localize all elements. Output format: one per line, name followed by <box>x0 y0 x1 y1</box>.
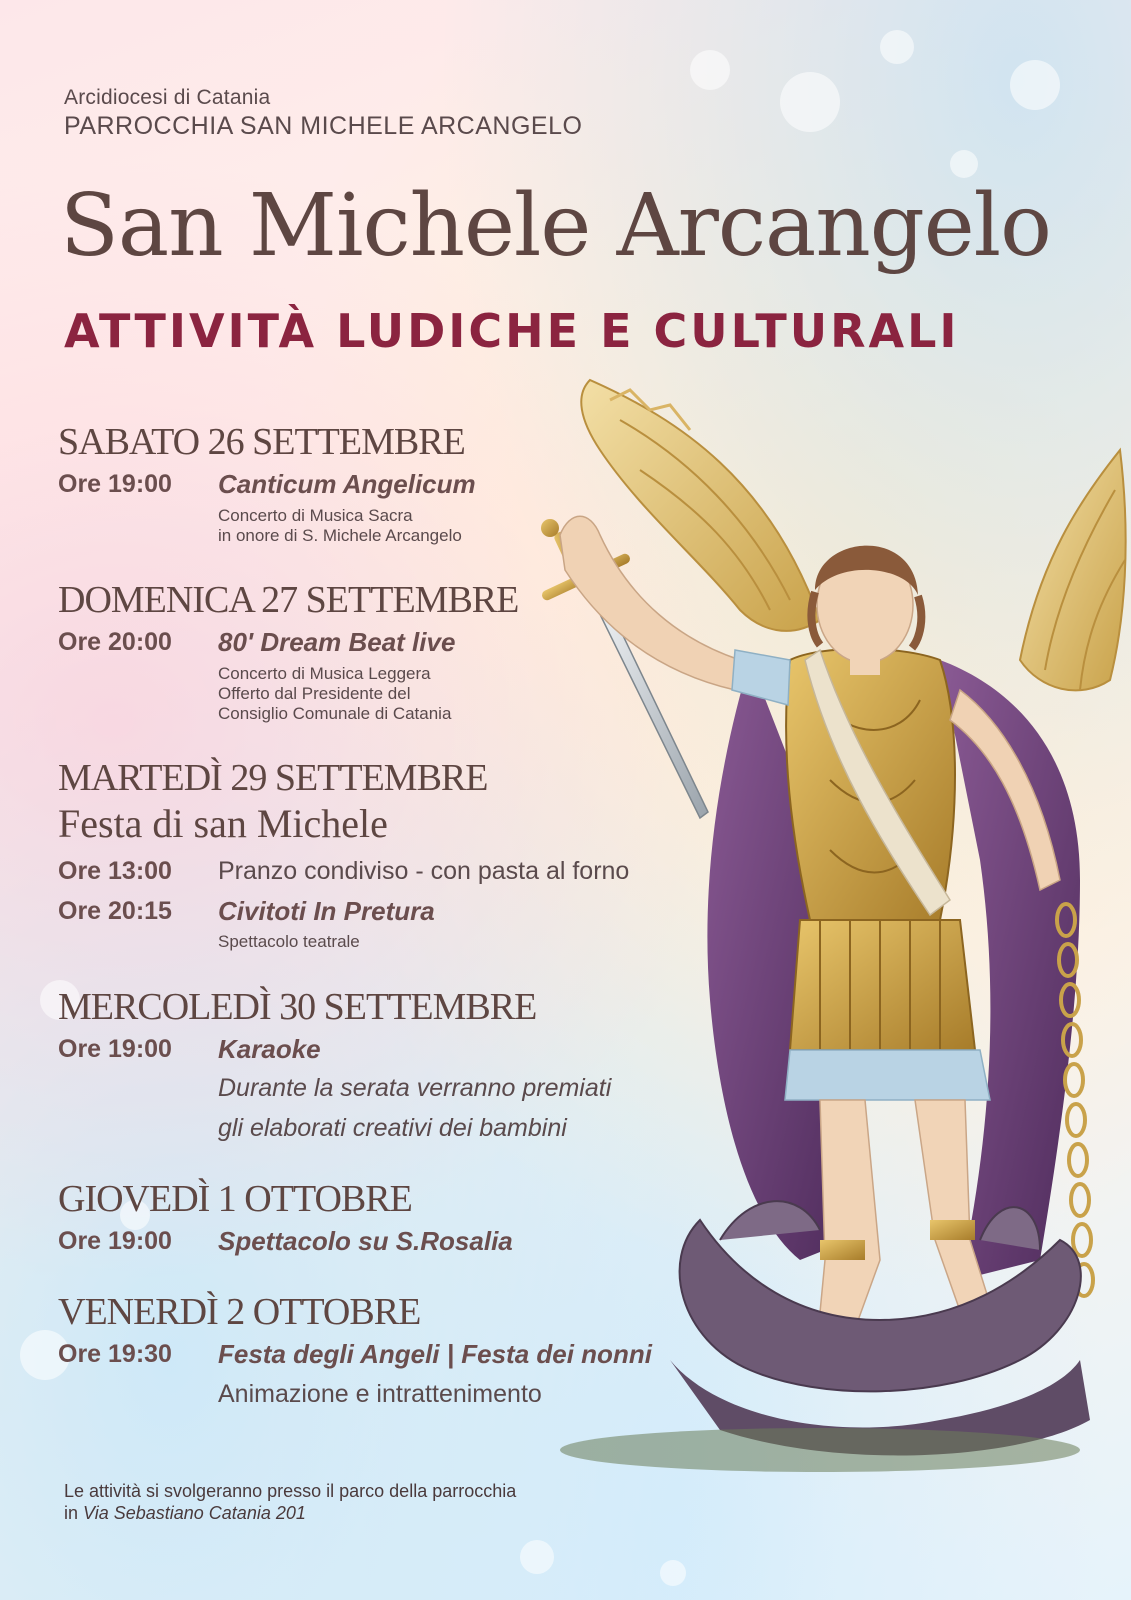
day-heading: SABATO 26 SETTEMBRE <box>58 421 465 463</box>
event-name: Civitoti In Pretura <box>218 896 435 926</box>
feast-subtitle: Festa di san Michele <box>58 801 388 846</box>
right-wing <box>1020 450 1126 690</box>
header-organization <box>64 86 582 141</box>
bokeh-decoration <box>690 50 730 90</box>
event-time: Ore 20:00 <box>58 628 172 656</box>
venue-address: Via Sebastiano Catania 201 <box>83 1503 306 1523</box>
bokeh-decoration <box>880 30 914 64</box>
page-subtitle: ATTIVITÀ LUDICHE E CULTURALI <box>64 304 960 358</box>
bokeh-decoration <box>1010 60 1060 110</box>
event-name: Canticum Angelicum <box>218 469 476 499</box>
footer-line: Le attività si svolgeranno presso il parco della parrocchia <box>64 1481 517 1501</box>
day-heading: MARTEDÌ 29 SETTEMBRE <box>58 757 488 799</box>
bokeh-decoration <box>950 150 978 178</box>
day-heading: DOMENICA 27 SETTEMBRE <box>58 579 519 621</box>
day-heading: VENERDÌ 2 OTTOBRE <box>58 1291 421 1333</box>
event-name: 80' Dream Beat live <box>218 627 456 657</box>
event-name: Festa degli Angeli | Festa dei nonni <box>218 1339 652 1369</box>
event-name: Karaoke <box>218 1034 321 1064</box>
event-description: Concerto di Musica Leggera Offerto dal Presidente del Consiglio Comunale di Catania <box>218 664 452 723</box>
event-time: Ore 19:00 <box>58 1227 172 1255</box>
archangel-illustration <box>520 360 1131 1600</box>
page-title: San Michele Arcangelo <box>60 176 1051 276</box>
event-description: Concerto di Musica Sacra in onore di S. Michele Arcangelo <box>218 506 462 545</box>
day-heading: MERCOLEDÌ 30 SETTEMBRE <box>58 986 537 1028</box>
event-name: Spettacolo su S.Rosalia <box>218 1226 513 1256</box>
event-time: Ore 13:00 <box>58 857 172 885</box>
event-description: Animazione e intrattenimento <box>218 1380 542 1408</box>
parish-name: PARROCCHIA SAN MICHELE ARCANGELO <box>64 112 583 140</box>
footer-line: in Via Sebastiano Catania 201 <box>64 1503 306 1523</box>
event-time: Ore 19:00 <box>58 1035 172 1063</box>
event-description: Spettacolo teatrale <box>218 932 360 951</box>
event-time: Ore 19:00 <box>58 470 172 498</box>
day-heading: GIOVEDÌ 1 OTTOBRE <box>58 1178 412 1220</box>
bokeh-decoration <box>780 72 840 132</box>
event-time: Ore 20:15 <box>58 897 172 925</box>
diocese-name: Arcidiocesi di Catania <box>64 86 271 109</box>
event-description: Durante la serata verranno premiati gli elaborati creativi dei bambini <box>218 1074 612 1142</box>
event-time: Ore 19:30 <box>58 1340 172 1368</box>
footer-note <box>64 1480 516 1524</box>
event-name: Pranzo condiviso - con pasta al forno <box>218 857 630 885</box>
